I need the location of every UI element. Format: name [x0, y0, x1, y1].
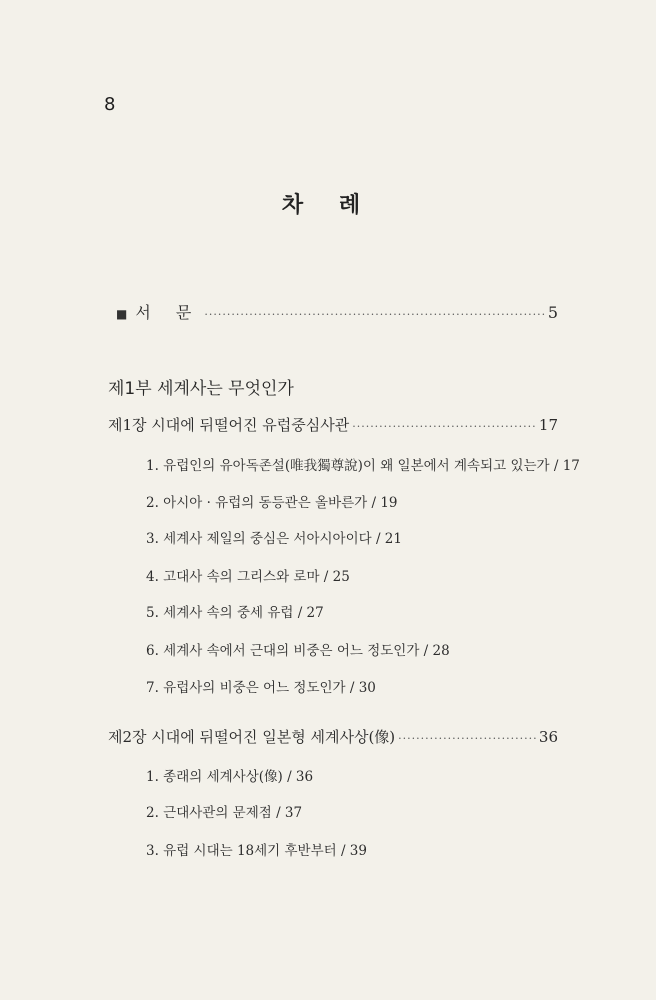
toc-section[interactable]: 2. 근대사관의 문제점 / 37 [146, 805, 303, 821]
square-bullet-icon: ■ [116, 307, 128, 321]
preface-page: 5 [547, 303, 558, 322]
toc-section[interactable]: 4. 고대사 속의 그리스와 로마 / 25 [146, 569, 350, 585]
toc-section[interactable]: 1. 종래의 세계사상(像) / 36 [146, 769, 314, 785]
preface-heading [116, 300, 201, 323]
preface-label: 서 문 [135, 303, 202, 322]
dot-leader [352, 420, 536, 433]
toc-entry-preface[interactable] [116, 300, 558, 323]
page-number: 8 [104, 94, 116, 115]
toc-entry-chapter-1[interactable] [108, 414, 558, 435]
toc-section[interactable]: 2. 아시아 · 유럽의 동등관은 올바른가 / 19 [146, 495, 398, 511]
toc-section[interactable]: 5. 세계사 속의 중세 유럽 / 27 [146, 605, 324, 621]
part-1-title[interactable]: 제1부 세계사는 무엇인가 [108, 379, 294, 399]
toc-section[interactable]: 3. 유럽 시대는 18세기 후반부터 / 39 [146, 843, 367, 859]
toc-section[interactable]: 3. 세계사 제일의 중심은 서아시아이다 / 21 [146, 531, 402, 547]
chapter-2-title: 제2장 시대에 뒤떨어진 일본형 세계사상(像) [108, 728, 396, 746]
toc-entry-chapter-2[interactable] [108, 726, 558, 747]
chapter-2-page: 36 [538, 728, 558, 746]
dot-leader [204, 308, 544, 321]
chapter-1-page: 17 [538, 416, 558, 434]
toc-section[interactable]: 7. 유럽사의 비중은 어느 정도인가 / 30 [146, 680, 376, 696]
toc-section[interactable]: 6. 세계사 속에서 근대의 비중은 어느 정도인가 / 28 [146, 643, 450, 659]
page-title: 차 례 [281, 193, 375, 218]
toc-section[interactable]: 1. 유럽인의 유아독존설(唯我獨尊說)이 왜 일본에서 계속되고 있는가 / 17 [146, 458, 580, 474]
dot-leader [398, 732, 536, 745]
chapter-1-title: 제1장 시대에 뒤떨어진 유럽중심사관 [108, 416, 350, 434]
